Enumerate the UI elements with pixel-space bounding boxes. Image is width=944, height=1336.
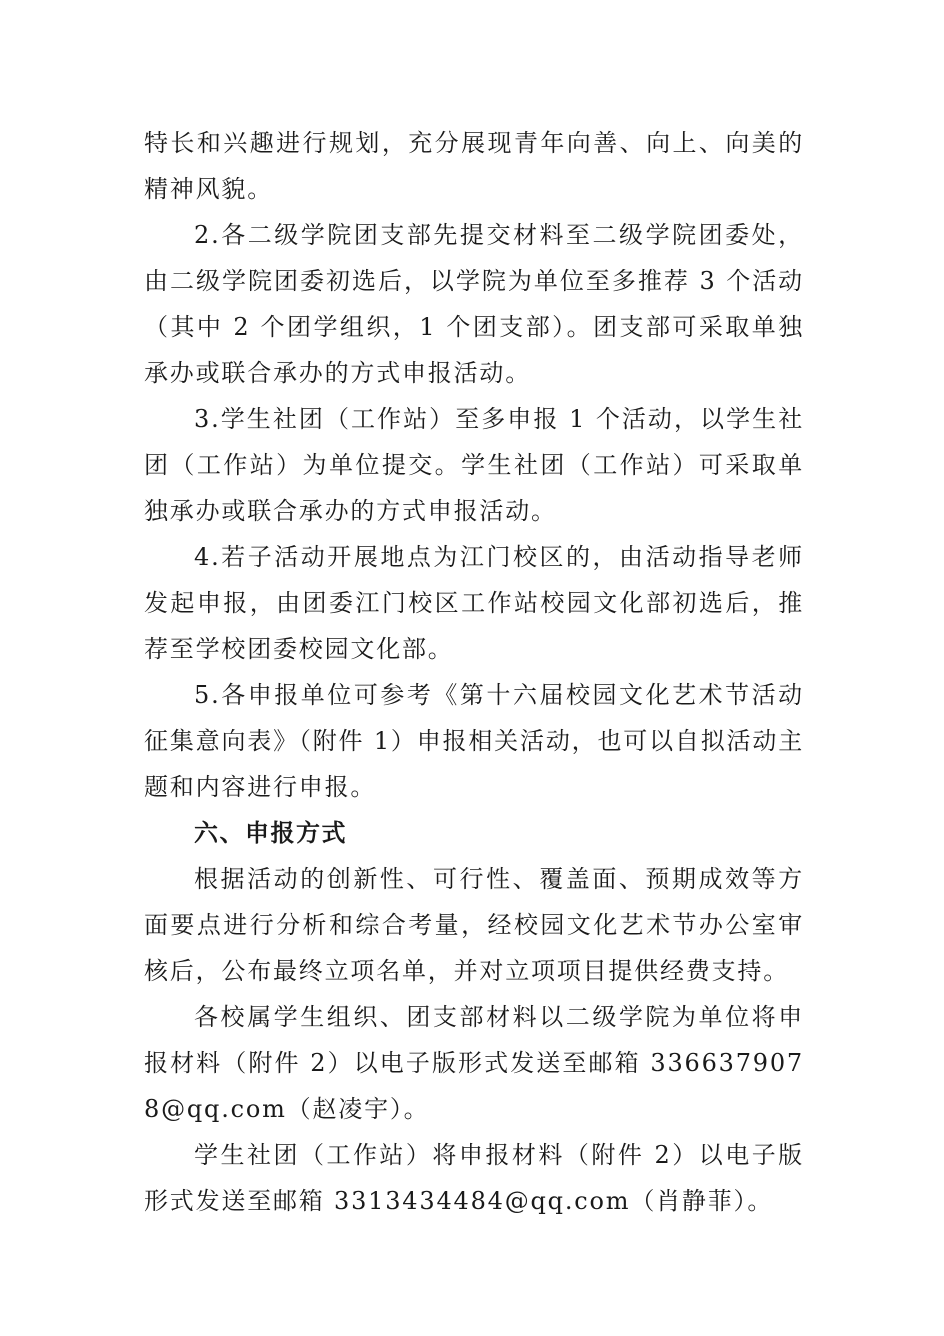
paragraph-item-4: 4.若子活动开展地点为江门校区的，由活动指导老师发起申报，由团委江门校区工作站校园文化部初选后，推荐至学校团委校园文化部。	[144, 543, 804, 663]
paragraph-item-5: 5.各申报单位可参考《第十六届校园文化艺术节活动征集意向表》（附件 1）申报相关活动，也可以自拟活动主题和内容进行申报。	[144, 681, 804, 801]
document-body	[144, 120, 804, 1224]
section-heading: 六、申报方式	[194, 819, 347, 847]
paragraph-evaluation: 根据活动的创新性、可行性、覆盖面、预期成效等方面要点进行分析和综合考量，经校园文化艺术节办公室审核后，公布最终立项名单，并对立项项目提供经费支持。	[144, 865, 804, 985]
paragraph-continuation: 特长和兴趣进行规划，充分展现青年向善、向上、向美的精神风貌。	[144, 129, 804, 203]
paragraph-item-2: 2.各二级学院团支部先提交材料至二级学院团委处，由二级学院团委初选后，以学院为单位至多推荐 3 个活动（其中 2 个团学组织，1 个团支部）。团支部可采取单独承办或联合承办的方式申报活动。	[144, 221, 804, 387]
paragraph-item-3: 3.学生社团（工作站）至多申报 1 个活动，以学生社团（工作站）为单位提交。学生社团（工作站）可采取单独承办或联合承办的方式申报活动。	[144, 405, 804, 525]
paragraph-submission-email-1: 各校属学生组织、团支部材料以二级学院为单位将申报材料（附件 2）以电子版形式发送至邮箱 3366379078@qq.com（赵凌宇）。	[144, 1003, 804, 1123]
paragraph-submission-email-2: 学生社团（工作站）将申报材料（附件 2）以电子版形式发送至邮箱 3313434484@qq.com（肖静菲）。	[144, 1141, 804, 1215]
